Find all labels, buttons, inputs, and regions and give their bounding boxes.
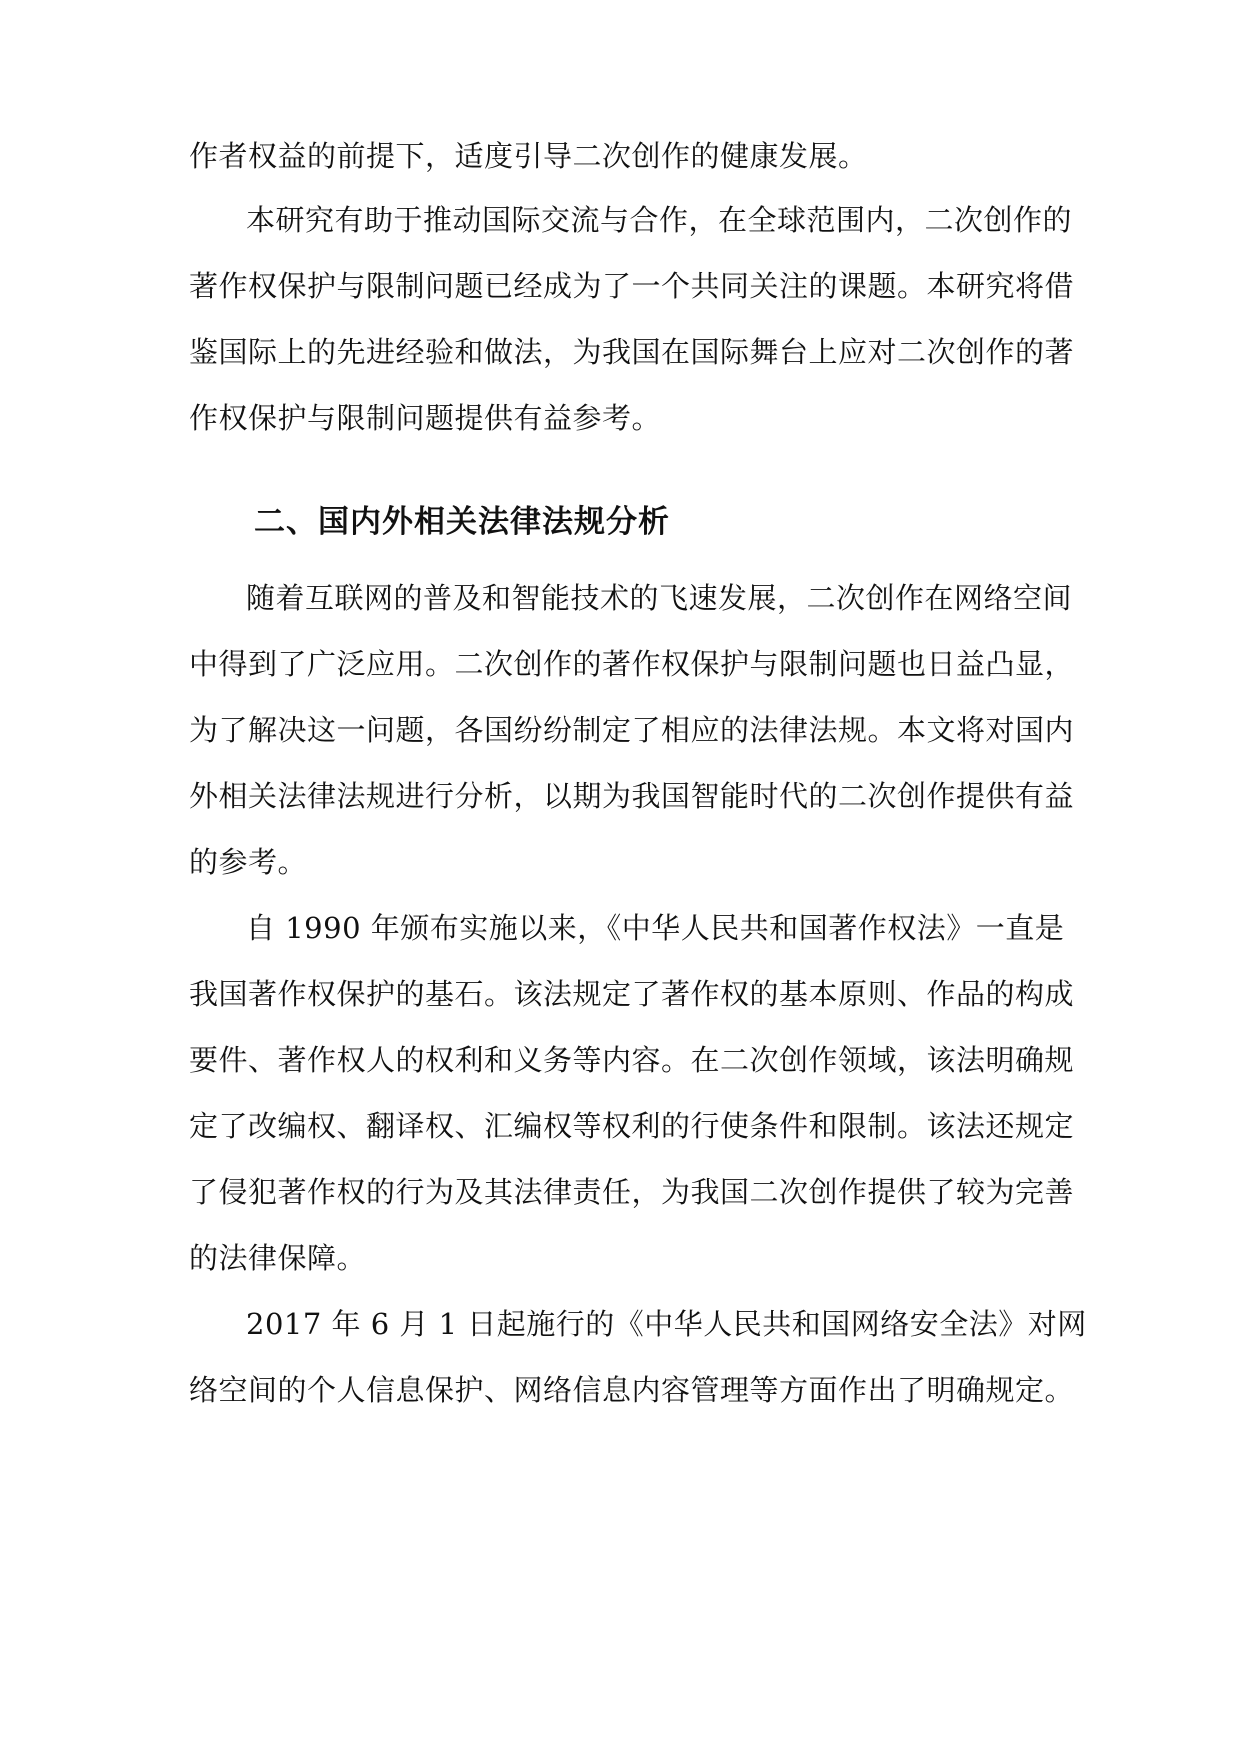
paragraph-line: 为了解决这一问题，各国纷纷制定了相应的法律法规。本文将对国内 — [189, 713, 1075, 747]
paragraph-line: 络空间的个人信息保护、网络信息内容管理等方面作出了明确规定。 — [189, 1373, 1075, 1407]
paragraph-line: 要件、著作权人的权利和义务等内容。在二次创作领域，该法明确规 — [189, 1043, 1075, 1077]
paragraph-line: 自 1990 年颁布实施以来，《中华人民共和国著作权法》一直是 — [246, 911, 1065, 945]
paragraph-line: 定了改编权、翻译权、汇编权等权利的行使条件和限制。该法还规定 — [189, 1109, 1075, 1143]
paragraph-line: 随着互联网的普及和智能技术的飞速发展，二次创作在网络空间 — [246, 581, 1073, 615]
paragraph-line: 作权保护与限制问题提供有益参考。 — [189, 401, 662, 435]
paragraph-line: 中得到了广泛应用。二次创作的著作权保护与限制问题也日益凸显， — [189, 647, 1075, 681]
paragraph-line: 鉴国际上的先进经验和做法，为我国在国际舞台上应对二次创作的著 — [189, 335, 1075, 369]
paragraph-line: 了侵犯著作权的行为及其法律责任，为我国二次创作提供了较为完善 — [189, 1175, 1075, 1209]
paragraph-line: 的参考。 — [189, 845, 308, 879]
section-heading: 二、国内外相关法律法规分析 — [254, 504, 670, 540]
paragraph-line: 的法律保障。 — [189, 1241, 367, 1275]
paragraph-line: 我国著作权保护的基石。该法规定了著作权的基本原则、作品的构成 — [189, 977, 1075, 1011]
paragraph-line: 外相关法律法规进行分析，以期为我国智能时代的二次创作提供有益 — [189, 779, 1075, 813]
paragraph-line: 2017 年 6 月 1 日起施行的《中华人民共和国网络安全法》对网 — [246, 1307, 1087, 1341]
paragraph-line: 本研究有助于推动国际交流与合作，在全球范围内，二次创作的 — [246, 203, 1073, 237]
paragraph-line: 著作权保护与限制问题已经成为了一个共同关注的课题。本研究将借 — [189, 269, 1075, 303]
paragraph-line: 作者权益的前提下，适度引导二次创作的健康发展。 — [189, 139, 868, 173]
